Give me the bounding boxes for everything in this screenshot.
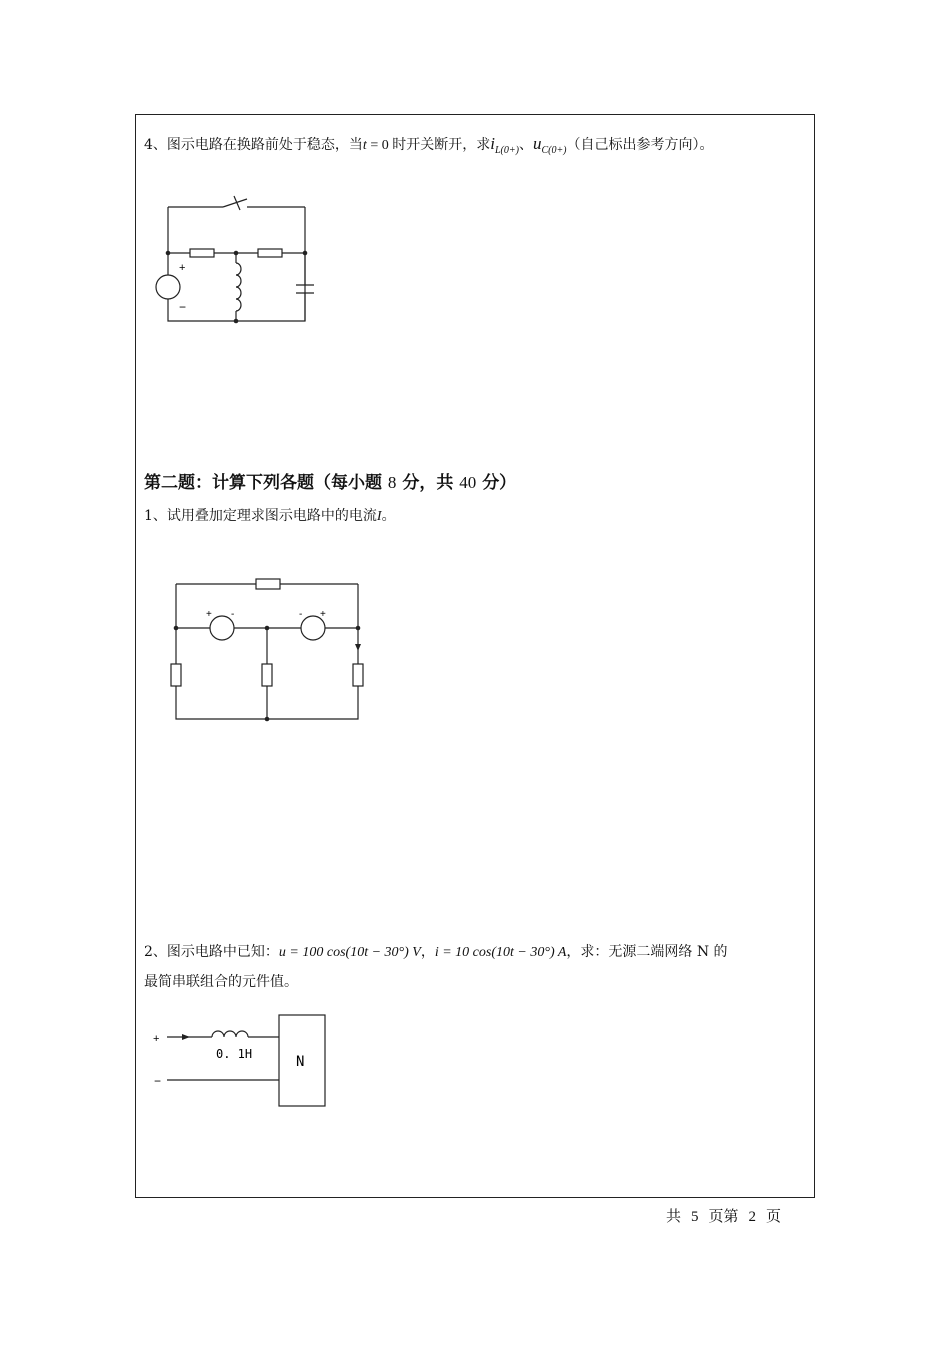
resistor-right	[353, 664, 363, 686]
current-expression: i = 10 cos(10t − 30°) A	[434, 945, 567, 960]
node	[265, 626, 270, 631]
source-1-minus: -	[231, 609, 235, 620]
voltage-source	[156, 275, 180, 299]
current-arrow	[182, 1034, 190, 1040]
network-label: N	[296, 1054, 305, 1070]
switch	[223, 199, 247, 207]
section-2-title: 第二题：计算下列各题（每小题 8 分，共 40 分）	[144, 473, 517, 493]
outer-wire	[168, 207, 305, 321]
node	[166, 251, 171, 256]
source-2-minus: -	[299, 609, 303, 620]
minus-sign: −	[179, 300, 187, 314]
resistor-top	[256, 579, 280, 589]
inductor	[236, 263, 241, 311]
plus-sign: +	[179, 262, 186, 274]
node	[265, 717, 270, 722]
circuit-diagram-2	[165, 572, 370, 732]
node	[303, 251, 308, 256]
resistor-right	[258, 249, 282, 257]
question-1: 1、试用叠加定理求图示电路中的电流I。	[144, 508, 396, 524]
minus-sign: −	[154, 1074, 162, 1088]
node	[174, 626, 179, 631]
circuit-diagram-1	[150, 190, 320, 330]
resistor-middle	[262, 664, 272, 686]
source-1-plus: +	[206, 609, 212, 620]
inductor	[212, 1031, 248, 1037]
resistor-left	[171, 664, 181, 686]
node	[234, 251, 239, 256]
question-4: 4、图示电路在换路前处于稳态，当t = 0 时开关断开，求$i_{L(0+)}$、$u_{C(0+)}$（自己标出参考方向）。	[144, 134, 714, 156]
node	[356, 626, 361, 631]
circuit-diagram-3	[148, 1010, 333, 1110]
voltage-expression: u = 100 cos(10t − 30°) V	[278, 945, 421, 960]
inductor-label: 0. 1H	[216, 1047, 253, 1061]
question-2-line-1: 2、图示电路中已知：u = 100 cos(10t − 30°) V，i = 10 cos(10t − 30°) A，求：无源二端网络 N 的	[144, 944, 728, 960]
current-arrow	[355, 644, 361, 651]
source-2-plus: +	[320, 609, 326, 620]
page-footer: 共 5 页第 2 页	[666, 1207, 782, 1225]
question-2-line-2: 最简串联组合的元件值。	[144, 974, 298, 990]
plus-sign: +	[153, 1033, 160, 1045]
node	[234, 319, 239, 324]
resistor-left	[190, 249, 214, 257]
